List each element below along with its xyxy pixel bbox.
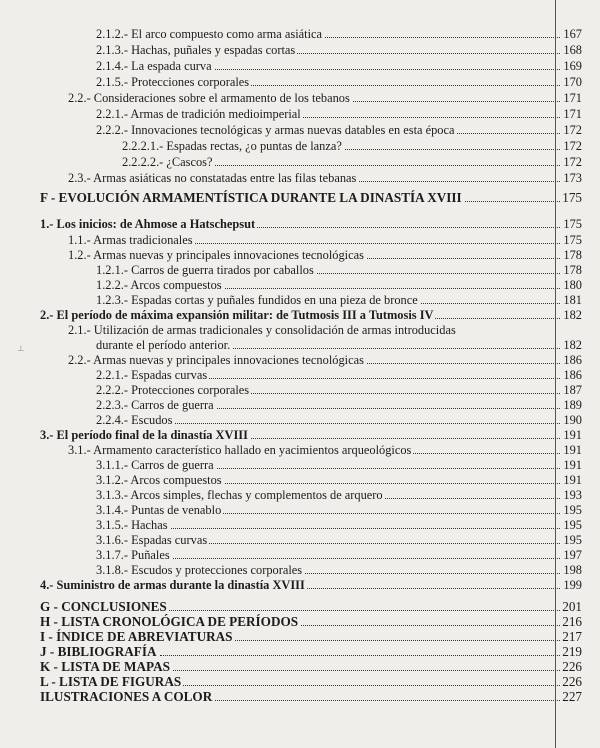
toc-entry-page: 189 <box>563 398 582 412</box>
toc-entry-page: 175 <box>562 190 582 205</box>
toc-leader <box>160 165 560 166</box>
toc-section <box>0 216 600 232</box>
toc-entry-label: 3.1.5.- Hachas <box>96 518 168 532</box>
toc-entry-page: 187 <box>563 383 582 397</box>
toc-entry-page: 169 <box>563 59 582 73</box>
toc-entry <box>0 262 600 278</box>
toc-entry <box>0 412 600 428</box>
toc-entry <box>0 232 600 248</box>
toc-entry-page: 167 <box>563 27 582 41</box>
toc-entry-label: I - ÍNDICE DE ABREVIATURAS <box>40 629 233 644</box>
toc-entry <box>0 122 600 138</box>
toc-chapter <box>0 629 600 645</box>
toc-entry-page: 171 <box>563 107 582 121</box>
toc-entry-page: 172 <box>563 139 582 153</box>
toc-leader <box>160 543 560 544</box>
toc-entry-label: 2.2.1.- Espadas curvas <box>96 368 208 382</box>
toc-entry-label: 1.2.- Armas nuevas y principales innovaciones tecnológicas <box>68 248 364 262</box>
toc-entry-page: 175 <box>563 217 582 231</box>
toc-entry-label: 3.1.4.- Puntas de venablo <box>96 503 222 517</box>
toc-entry-label: K - LISTA DE MAPAS <box>40 659 170 674</box>
toc-entry-page: 195 <box>563 533 582 547</box>
toc-entry <box>0 472 600 488</box>
toc-entry-label: 2.2.2.1.- Espadas rectas, ¿o puntas de lanza? <box>122 139 342 153</box>
toc-chapter <box>0 674 600 690</box>
toc-entry-page: 193 <box>563 488 582 502</box>
toc-entry-label: durante el período anterior. <box>96 338 231 352</box>
toc-leader <box>160 700 560 701</box>
toc-entry-page: 226 <box>562 659 582 674</box>
toc-entry-label: J - BIBLIOGRAFÍA <box>40 644 157 659</box>
toc-leader <box>160 685 560 686</box>
toc-entry-page: 171 <box>563 91 582 105</box>
toc-entry-label: 2.- El período de máxima expansión militar: de Tutmosis III a Tutmosis IV <box>40 308 434 322</box>
toc-entry-page: 198 <box>563 563 582 577</box>
toc-entry-page: 190 <box>563 413 582 427</box>
toc-entry <box>0 562 600 578</box>
toc-entry <box>0 154 600 170</box>
toc-entry-label: 2.3.- Armas asiáticas no constatadas entre las filas tebanas <box>68 171 357 185</box>
toc-entry-label: 1.2.2.- Arcos compuestos <box>96 278 222 292</box>
toc-entry <box>0 547 600 563</box>
toc-entry-label: ILUSTRACIONES A COLOR <box>40 689 213 704</box>
toc-entry <box>0 170 600 186</box>
toc-entry-page: 227 <box>562 689 582 704</box>
toc-entry-label: 2.2.2.- Protecciones corporales <box>96 383 250 397</box>
toc-entry <box>0 74 600 90</box>
toc-entry <box>0 367 600 383</box>
toc-entry-page: 172 <box>563 155 582 169</box>
toc-entry <box>0 457 600 473</box>
toc-entry-page: 195 <box>563 503 582 517</box>
toc-entry-label: 3.1.8.- Escudos y protecciones corporales <box>96 563 303 577</box>
toc-entry-label: H - LISTA CRONOLÓGICA DE PERÍODOS <box>40 614 299 629</box>
toc-leader <box>160 243 560 244</box>
toc-leader <box>160 423 560 424</box>
toc-entry-label: G - CONCLUSIONES <box>40 599 167 614</box>
toc-entry-label: 2.2.1.- Armas de tradición medioimperial <box>96 107 301 121</box>
toc-leader <box>160 408 560 409</box>
toc-entry-page: 168 <box>563 43 582 57</box>
toc-entry-label: 2.1.3.- Hachas, puñales y espadas cortas <box>96 43 296 57</box>
toc-entry-label: 2.2.- Armas nuevas y principales innovaciones tecnológicas <box>68 353 364 367</box>
toc-entry-label: 2.1.5.- Protecciones corporales <box>96 75 250 89</box>
toc-leader <box>160 655 560 656</box>
toc-entry-page: 217 <box>562 629 582 644</box>
toc-entry <box>0 292 600 308</box>
toc-chapter <box>0 614 600 630</box>
toc-section <box>0 577 600 593</box>
toc-leader <box>160 528 560 529</box>
toc-entry <box>0 42 600 58</box>
toc-entry <box>0 58 600 74</box>
toc-entry-page: 173 <box>563 171 582 185</box>
toc-entry <box>0 517 600 533</box>
toc-entry-page: 201 <box>562 599 582 614</box>
toc-entry-page: 175 <box>563 233 582 247</box>
toc-leader <box>160 670 560 671</box>
toc-entry-page: 178 <box>563 248 582 262</box>
toc-leader <box>160 69 560 70</box>
toc-entry-label: 2.1.- Utilización de armas tradicionales y consolidación de armas introducidas <box>68 323 456 337</box>
toc-chapter <box>0 599 600 615</box>
toc-entry <box>0 26 600 42</box>
toc-entry-label: 3.1.3.- Arcos simples, flechas y complementos de arquero <box>96 488 383 502</box>
toc-entry-label: 3.1.7.- Puñales <box>96 548 170 562</box>
toc-entry <box>0 322 600 338</box>
toc-entry-page: 199 <box>563 578 582 592</box>
toc-entry-page: 226 <box>562 674 582 689</box>
toc-entry <box>0 442 600 458</box>
toc-entry-label: 3.1.- Armamento característico hallado en yacimientos arqueológicos <box>68 443 412 457</box>
toc-entry-page: 182 <box>563 308 582 322</box>
toc-entry <box>0 106 600 122</box>
toc-leader <box>160 378 560 379</box>
toc-entry-page: 180 <box>563 278 582 292</box>
toc-entry-label: 4.- Suministro de armas durante la dinastía XVIII <box>40 578 305 592</box>
toc-entry-page: 191 <box>563 428 582 442</box>
toc-entry-page: 195 <box>563 518 582 532</box>
toc-entry <box>0 397 600 413</box>
toc-entry-label: 2.1.4.- La espada curva <box>96 59 212 73</box>
toc-entry-label: 2.2.3.- Carros de guerra <box>96 398 214 412</box>
toc-leader <box>160 558 560 559</box>
toc-entry-page: 170 <box>563 75 582 89</box>
toc-entry <box>0 502 600 518</box>
toc-entry <box>0 487 600 503</box>
toc-entry <box>0 382 600 398</box>
toc-entry-label: 3.1.2.- Arcos compuestos <box>96 473 222 487</box>
toc-entry-label: L - LISTA DE FIGURAS <box>40 674 182 689</box>
toc-section <box>0 307 600 323</box>
toc-entry-page: 197 <box>563 548 582 562</box>
toc-entry-label: 1.2.1.- Carros de guerra tirados por caballos <box>96 263 314 277</box>
toc-entry-page: 191 <box>563 473 582 487</box>
toc-entry-page: 191 <box>563 443 582 457</box>
toc-entry-label: 1.2.3.- Espadas cortas y puñales fundidos en una pieza de bronce <box>96 293 418 307</box>
toc-entry <box>0 352 600 368</box>
toc-entry <box>0 337 600 353</box>
toc-chapter <box>0 689 600 705</box>
toc-section <box>0 427 600 443</box>
toc-entry-label: 3.1.1.- Carros de guerra <box>96 458 214 472</box>
toc-chapter <box>0 659 600 675</box>
toc-entry-label: 2.2.2.- Innovaciones tecnológicas y armas nuevas datables en esta época <box>96 123 455 137</box>
toc-entry <box>0 247 600 263</box>
toc-entry-label: F - EVOLUCIÓN ARMAMENTÍSTICA DURANTE LA DINASTÍA XVIII <box>40 190 462 205</box>
toc-entry-page: 191 <box>563 458 582 472</box>
toc-entry-page: 178 <box>563 263 582 277</box>
page-speck: ⊥ <box>17 344 25 353</box>
toc-entry <box>0 90 600 106</box>
toc-entry-label: 1.1.- Armas tradicionales <box>68 233 193 247</box>
toc-entry <box>0 532 600 548</box>
toc-entry-label: 2.2.4.- Escudos <box>96 413 173 427</box>
toc-entry-label: 3.- El período final de la dinastía XVIII <box>40 428 248 442</box>
toc-entry-page: 219 <box>562 644 582 659</box>
toc-entry-label: 2.2.- Consideraciones sobre el armamento de los tebanos <box>68 91 350 105</box>
toc-chapter <box>0 644 600 660</box>
toc-entry <box>0 138 600 154</box>
toc-entry-label: 2.2.2.2.- ¿Cascos? <box>122 155 213 169</box>
toc-chapter <box>0 190 600 206</box>
toc-entry-label: 3.1.6.- Espadas curvas <box>96 533 208 547</box>
toc-entry-page: 186 <box>563 353 582 367</box>
toc-leader <box>160 610 560 611</box>
toc-entry-page: 186 <box>563 368 582 382</box>
toc-entry-label: 1.- Los inicios: de Ahmose a Hatschepsut <box>40 217 256 231</box>
toc-entry-page: 216 <box>562 614 582 629</box>
toc-entry-label: 2.1.2.- El arco compuesto como arma asiática <box>96 27 323 41</box>
toc-entry-page: 172 <box>563 123 582 137</box>
toc-leader <box>160 468 560 469</box>
toc-entry-page: 181 <box>563 293 582 307</box>
toc-entry-page: 182 <box>563 338 582 352</box>
toc-entry <box>0 277 600 293</box>
